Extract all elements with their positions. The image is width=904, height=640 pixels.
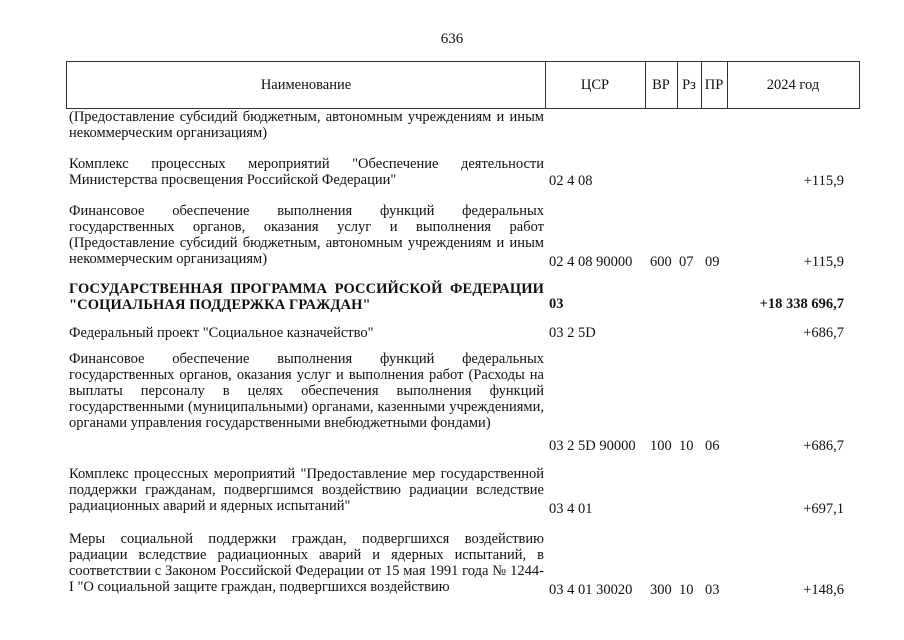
header-year: 2024 год [766,77,820,93]
row-csr: 03 2 5D 90000 [549,438,636,454]
row-pr: 03 [705,582,720,598]
row-pr: 09 [705,254,720,270]
page-number: 636 [440,31,464,47]
row-pr: 06 [705,438,720,454]
header-csr: ЦСР [580,77,610,93]
header-rz: Рз [682,77,696,93]
row-name: Финансовое обеспечение выполнения функций федеральных государственных органов, оказания услуг и выполнения работ (Расходы на выплаты персоналу в целях обеспечения выполнения функций государственными (муниципальными) органами, казенными учреждениями, органами управления государственными внебюджетными фондами) [69,351,544,431]
row-name: Меры социальной поддержки граждан, подвергшихся воздействию радиации вследствие радиационных аварий и ядерных испытаний, в соответствии с Законом Российской Федерации от 15 мая 1991 года № 1244-I "О социальной защите граждан, подвергшихся воздействию [69,531,544,595]
row-amount: +697,1 [803,501,844,517]
row-vr: 600 [650,254,672,270]
row-csr: 02 4 08 [549,173,593,189]
row-amount: +18 338 696,7 [759,296,844,312]
row-rz: 07 [679,254,694,270]
header-vr: ВР [652,77,670,93]
row-amount: +115,9 [803,173,844,189]
row-vr: 300 [650,582,672,598]
row-name: Финансовое обеспечение выполнения функций федеральных государственных органов, оказания услуг и выполнения работ (Предоставление субсидий бюджетным, автономным учреждениям и иным некоммерческим организациям) [69,203,544,267]
row-name: Комплекс процессных мероприятий "Обеспечение деятельности Министерства просвещения Российской Федерации" [69,156,544,188]
row-amount: +148,6 [803,582,844,598]
row-csr: 03 [549,296,564,312]
row-rz: 10 [679,438,694,454]
row-name: Комплекс процессных мероприятий "Предоставление мер государственной поддержки гражданам, подвергшимся воздействию радиации вследствие радиационных аварий и ядерных испытаний" [69,466,544,514]
row-name: Федеральный проект "Социальное казначейство" [69,325,374,341]
row-csr: 02 4 08 90000 [549,254,633,270]
header-pr: ПР [704,77,724,93]
row-name: (Предоставление субсидий бюджетным, автономным учреждениям и иным некоммерческим организациям) [69,109,544,141]
row-name: ГОСУДАРСТВЕННАЯ ПРОГРАММА РОССИЙСКОЙ ФЕДЕРАЦИИ "СОЦИАЛЬНАЯ ПОДДЕРЖКА ГРАЖДАН" [69,281,544,313]
row-csr: 03 4 01 30020 [549,582,633,598]
row-vr: 100 [650,438,672,454]
table-header [66,61,860,109]
row-amount: +115,9 [803,254,844,270]
row-rz: 10 [679,582,694,598]
row-csr: 03 4 01 [549,501,593,517]
row-csr: 03 2 5D [549,325,596,341]
header-name: Наименование [260,77,352,93]
row-amount: +686,7 [803,325,844,341]
row-amount: +686,7 [803,438,844,454]
